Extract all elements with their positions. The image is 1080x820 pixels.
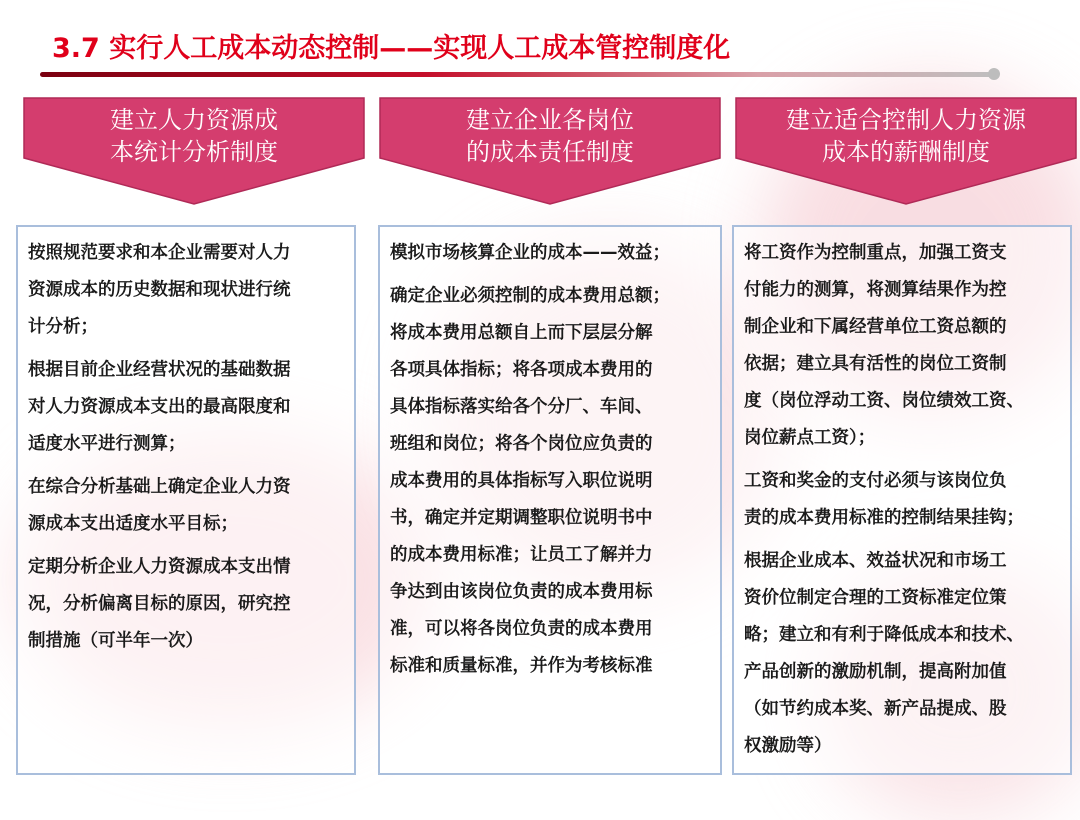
column-1-paragraph-1 [28,235,348,346]
text-line: 付能力的测算，将测算结果作为控 [744,280,1007,300]
page-title: 3.7 实行人工成本动态控制——实现人工成本管控制度化 [52,33,731,64]
column-3-heading-arrow [734,96,1078,206]
text-line: 按照规范要求和本企业需要对人力 [28,243,291,263]
text-line: 准，可以将各岗位负责的成本费用 [390,619,653,639]
column-2-heading-arrow [378,96,722,206]
text-line: 资源成本的历史数据和现状进行统 [28,280,291,300]
column-2-content [390,235,714,691]
text-line: 依据；建立具有活性的岗位工资制 [744,354,1007,374]
column-2-paragraph-1 [390,235,714,272]
column-3-heading-line-2: 成本的薪酬制度 [822,138,990,166]
text-line: 工资和奖金的支付必须与该岗位负 [744,471,1007,491]
column-1-heading-arrow [22,96,366,206]
column-2-heading-line-2: 的成本责任制度 [466,138,634,166]
column-3-heading [734,104,1078,168]
text-line: 制措施（可半年一次） [28,631,203,651]
text-line: 具体指标落实给各个分厂、车间、 [390,397,653,417]
column-3-paragraph-3 [744,543,1064,765]
text-line: 模拟市场核算企业的成本——效益； [390,243,670,263]
column-2-paragraph-2 [390,278,714,685]
column-1-content [28,235,348,666]
text-line: 班组和岗位；将各个岗位应负责的 [390,434,653,454]
column-1-paragraph-3 [28,469,348,543]
text-line: 各项具体指标；将各项成本费用的 [390,360,653,380]
column-1-heading-line-1: 建立人力资源成 [110,106,278,134]
column-3-heading-line-1: 建立适合控制人力资源 [786,106,1026,134]
text-line: 资价位制定合理的工资标准定位策 [744,588,1007,608]
text-line: 度（岗位浮动工资、岗位绩效工资、 [744,391,1024,411]
text-line: （如节约成本奖、新产品提成、股 [744,699,1007,719]
text-line: 书，确定并定期调整职位说明书中 [390,508,653,528]
title-divider-end-dot [988,68,1000,80]
text-line: 根据企业成本、效益状况和市场工 [744,551,1007,571]
text-line: 争达到由该岗位负责的成本费用标 [390,582,653,602]
text-line: 权激励等） [744,736,832,756]
column-2-heading [378,104,722,168]
text-line: 略；建立和有利于降低成本和技术、 [744,625,1024,645]
text-line: 对人力资源成本支出的最高限度和 [28,397,291,417]
column-3-box [732,225,1072,775]
text-line: 适度水平进行测算； [28,434,186,454]
column-1-box [16,225,356,775]
column-1-paragraph-2 [28,352,348,463]
column-3-content [744,235,1064,771]
column-3-paragraph-1 [744,235,1064,457]
text-line: 的成本费用标准；让员工了解并力 [390,545,653,565]
column-2-heading-line-1: 建立企业各岗位 [466,106,634,134]
title-divider [40,72,998,77]
text-line: 将工资作为控制重点，加强工资支 [744,243,1007,263]
column-2-box [378,225,722,775]
text-line: 制企业和下属经营单位工资总额的 [744,317,1007,337]
text-line: 成本费用的具体指标写入职位说明 [390,471,653,491]
text-line: 岗位薪点工资）； [744,428,876,448]
text-line: 标准和质量标准，并作为考核标准 [390,656,653,676]
column-1-heading [22,104,366,168]
text-line: 计分析； [28,317,98,337]
text-line: 责的成本费用标准的控制结果挂钩； [744,508,1024,528]
column-1-heading-line-2: 本统计分析制度 [110,138,278,166]
text-line: 源成本支出适度水平目标； [28,514,238,534]
text-line: 将成本费用总额自上而下层层分解 [390,323,653,343]
column-3-paragraph-2 [744,463,1064,537]
text-line: 根据目前企业经营状况的基础数据 [28,360,291,380]
text-line: 在综合分析基础上确定企业人力资 [28,477,291,497]
text-line: 确定企业必须控制的成本费用总额； [390,286,670,306]
text-line: 况，分析偏离目标的原因，研究控 [28,594,291,614]
text-line: 产品创新的激励机制，提高附加值 [744,662,1007,682]
column-1-paragraph-4 [28,549,348,660]
text-line: 定期分析企业人力资源成本支出情 [28,557,291,577]
